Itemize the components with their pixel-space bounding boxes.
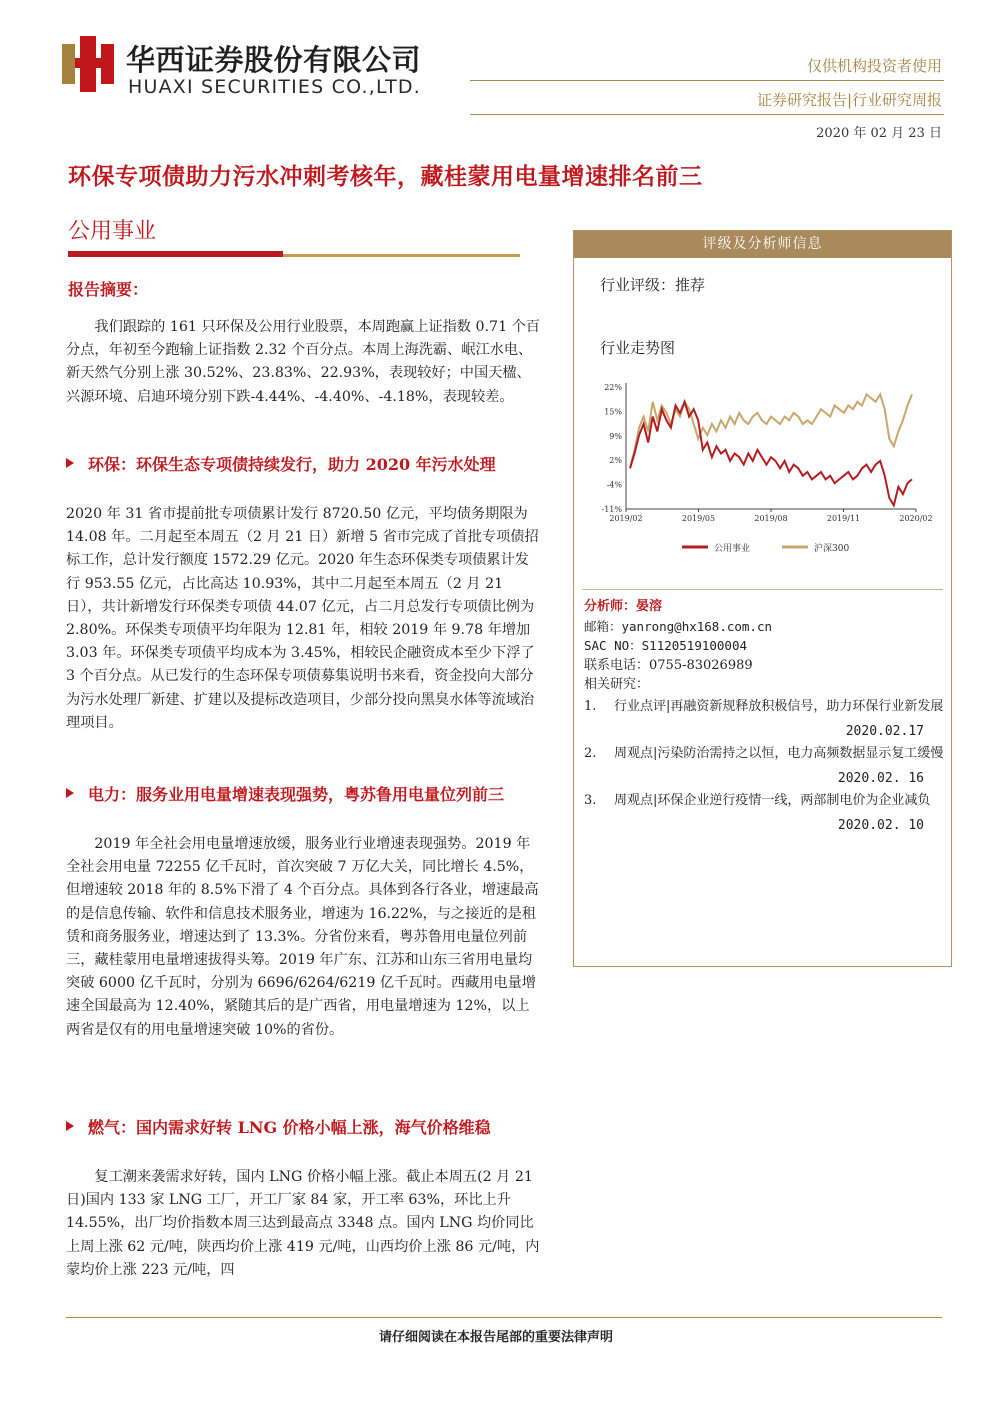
industry-rating: 行业评级：推荐 <box>600 276 706 294</box>
related-title: 行业点评|再融资新规释放积极信号，助力环保行业新发展 <box>614 698 944 714</box>
report-type: 证券研究报告|行业研究周报 <box>756 91 942 109</box>
y-tick-label: -4% <box>606 480 622 490</box>
rating-analyst-box <box>573 230 952 967</box>
sidebar-header: 评级及分析师信息 <box>574 231 951 258</box>
section-body-gas <box>66 1166 540 1282</box>
section-heading-environment <box>66 452 560 478</box>
related-date: 2020.02.17 <box>845 724 924 739</box>
industry-name: 公用事业 <box>68 219 157 244</box>
bullet-triangle-icon <box>66 788 74 798</box>
y-tick-label: 22% <box>604 383 622 392</box>
section-text: 复工潮来袭需求好转，国内 LNG 价格小幅上涨。截止本周五(2 月 21 日)国内 133 家 LNG 工厂，开工厂家 84 家，开工率 63%，环比上升 14.55%，出厂均价指数本周三达到最高点 3348 点。国内 LNG 均价同比上周上涨 62 元/吨，陕西均价上涨 419 元/吨，山西均价上涨 86 元/吨，内蒙均价上涨 223 元/吨，四 <box>66 1169 540 1278</box>
related-date: 2020.02. 10 <box>837 818 924 833</box>
related-title: 周观点|环保企业逆行疫情一线，两部制电价为企业减负 <box>614 792 931 808</box>
related-label: 相关研究： <box>584 677 650 692</box>
analyst-phone: 联系电话：0755-83026989 <box>584 657 753 673</box>
report-title: 环保专项债助力污水冲刺考核年，藏桂蒙用电量增速排名前三 <box>68 163 703 190</box>
industry-trend-chart <box>574 371 951 561</box>
legend-label: 公用事业 <box>714 544 751 554</box>
huaxi-logo-icon <box>62 36 114 92</box>
summary-text: 我们跟踪的 161 只环保及公用行业股票，本周跑赢上证指数 0.71 个百分点，年初至今跑输上证指数 2.32 个百分点。本周上海洗霸、岷江水电、新天然气分别上涨 30.52%、23.83%、22.93%，表现较好；中国天楹、兴源环境、启迪环境分别下跌-4.44%、-4.40%、-4.18%，表现较差。 <box>66 319 540 405</box>
related-report[interactable] <box>584 791 944 836</box>
related-report[interactable] <box>584 744 944 789</box>
section-heading-gas <box>66 1115 560 1141</box>
x-tick-label: 2020/02 <box>899 514 933 523</box>
bullet-triangle-icon <box>66 458 74 468</box>
section-heading-power <box>66 782 560 808</box>
analyst-email: 邮箱：yanrong@hx168.com.cn <box>584 618 773 634</box>
industry-underline-gold <box>283 254 520 257</box>
audience-note: 仅供机构投资者使用 <box>806 57 942 75</box>
x-tick-label: 2019/08 <box>754 514 788 523</box>
section-text: 2020 年 31 省市提前批专项债累计发行 8720.50 亿元，平均债务期限为 14.08 年。二月起至本周五（2 月 21 日）新增 5 省市完成了首批专项债招标工作，总计发行额度 1572.29 亿元。2020 年生态环保类专项债累计发行 953.55 亿元，占比高达 10.93%，其中二月起至本周五（2 月 21 日），共计新增发行环保类专项债 44.07 亿元，占二月总发行专项债比例为 2.80%。环保类专项债平均年限为 12.81 年，相较 2019 年 9.78 年增加 3.03 年。环保类专项债平均成本为 3.45%，相较民企融资成本至少下浮了 3 个百分点。从已发行的生态环保专项债募集说明书来看，资金投向大部分为污水处理厂新建、扩建以及提标改造项目，少部分投向黑臭水体等流域治理项目。 <box>66 506 539 731</box>
analyst-name: 分析师：晏溶 <box>584 599 663 614</box>
related-title: 周观点|污染防治需持之以恒，电力高频数据显示复工缓慢 <box>614 745 944 761</box>
related-report[interactable] <box>584 697 944 742</box>
header-divider <box>470 80 944 81</box>
header-divider <box>470 114 944 115</box>
sidebar-divider <box>582 589 943 590</box>
legal-notice: 请仔细阅读在本报告尾部的重要法律声明 <box>378 1330 613 1345</box>
footer-divider <box>66 1317 942 1318</box>
related-number: 3. <box>584 792 597 808</box>
section-body-power <box>66 833 540 1042</box>
summary-heading: 报告摘要： <box>68 280 149 299</box>
y-tick-label: 9% <box>609 431 622 441</box>
company-logo <box>62 36 462 106</box>
section-text: 2019 年全社会用电量增速放缓，服务业行业增速表现强势。2019 年全社会用电量 72255 亿千瓦时，首次突破 7 万亿大关，同比增长 4.5%，但增速较 2018 年的 8.5%下滑了 4 个百分点。具体到各行各业，增速最高的是信息传输、软件和信息技术服务业，增速为 16.22%，与之接近的是租赁和商务服务业，增速达到了 13.3%。分省份来看，粤苏鲁用电量位列前三，藏桂蒙用电量增速拔得头筹。2019 年广东、江苏和山东三省用电量均突破 6000 亿千瓦时，分别为 6696/6264/6219 亿千瓦时。西藏用电量增速全国最高为 12.40%，紧随其后的是广西省，用电量增速为 12%，以上两省是仅有的用电量增速突破 10%的省份。 <box>66 836 539 1038</box>
bullet-triangle-icon <box>66 1121 74 1131</box>
industry-underline <box>68 251 283 257</box>
related-date: 2020.02. 16 <box>837 771 924 786</box>
company-name-en: HUAXI SECURITIES CO.,LTD. <box>128 76 421 98</box>
y-tick-label: -11% <box>601 505 622 514</box>
section-heading-text: 电力：服务业用电量增速表现强势，粤苏鲁用电量位列前三 <box>88 785 505 804</box>
section-heading-text: 环保：环保生态专项债持续发行，助力 2020 年污水处理 <box>88 455 496 474</box>
company-name-cn: 华西证券股份有限公司 <box>126 43 422 77</box>
section-heading-text: 燃气：国内需求好转 LNG 价格小幅上涨，海气价格维稳 <box>88 1118 491 1137</box>
analyst-sac: SAC NO：S1120519100004 <box>584 638 748 653</box>
y-tick-label: 15% <box>604 407 622 417</box>
section-body-environment <box>66 503 540 735</box>
summary-paragraph <box>66 316 540 409</box>
legend-label: 沪深300 <box>814 544 850 554</box>
x-tick-label: 2019/02 <box>609 514 643 523</box>
trend-chart-label: 行业走势图 <box>600 339 676 357</box>
x-tick-label: 2019/11 <box>826 514 861 523</box>
report-date: 2020 年 02 月 23 日 <box>816 126 942 141</box>
analyst-info <box>584 597 944 836</box>
related-number: 1. <box>584 698 597 714</box>
x-tick-label: 2019/05 <box>681 514 716 523</box>
related-number: 2. <box>584 745 597 761</box>
y-tick-label: 2% <box>609 456 622 466</box>
